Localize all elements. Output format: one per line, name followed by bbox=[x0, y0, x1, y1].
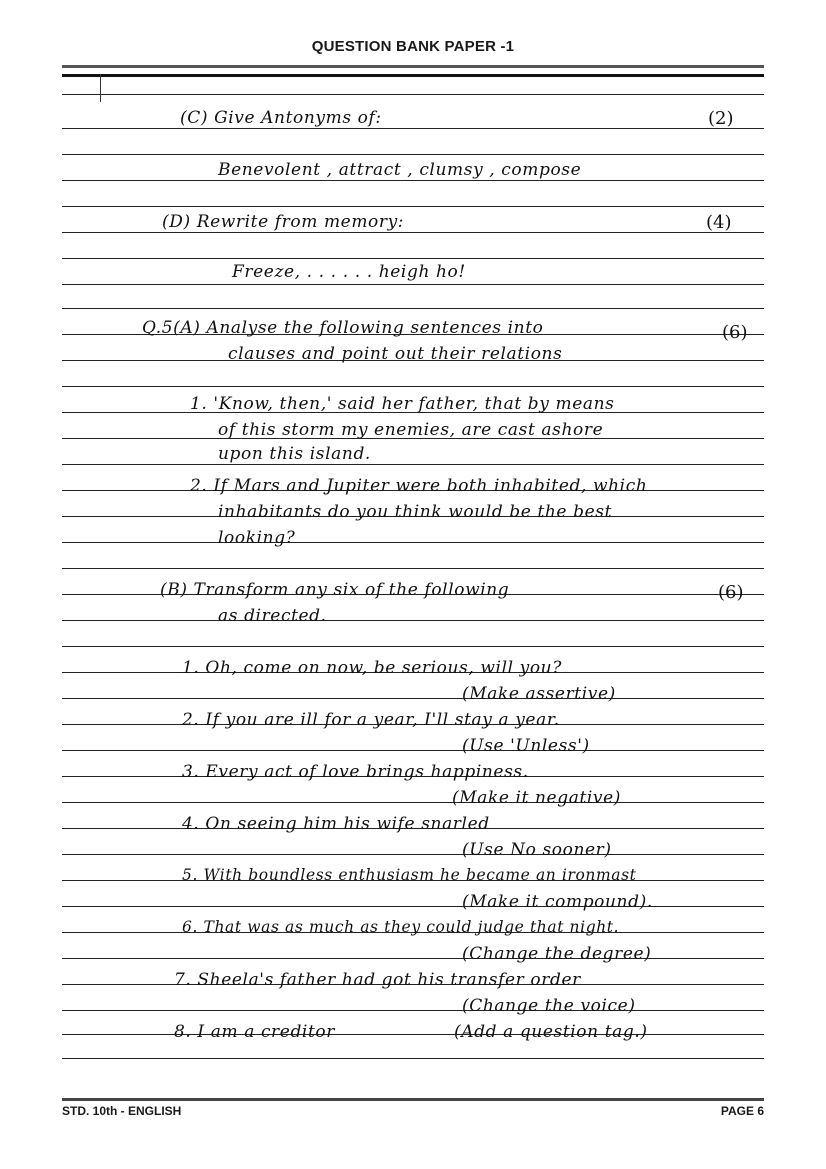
section-c-words: Benevolent , attract , clumsy , compose bbox=[218, 160, 582, 180]
ruled-line bbox=[62, 1034, 764, 1035]
q5a-label-line1: Q.5(A) Analyse the following sentences into bbox=[142, 318, 544, 338]
margin-line bbox=[100, 74, 101, 102]
q5a-item2-line2: inhabitants do you think would be the best bbox=[218, 502, 612, 522]
q5b-item2-instruction: (Use 'Unless') bbox=[462, 736, 590, 756]
q5b-item7-instruction: (Change the voice) bbox=[462, 996, 636, 1016]
handwritten-ruled-page bbox=[62, 72, 764, 1062]
q5b-item2-sentence: 2. If you are ill for a year, I'll stay a year. bbox=[182, 710, 560, 730]
q5b-item7-sentence: 7. Sheela's father had got his transfer order bbox=[174, 970, 581, 990]
ruled-line bbox=[62, 750, 764, 751]
section-d-marks: (4) bbox=[706, 212, 732, 233]
q5b-item6-instruction: (Change the degree) bbox=[462, 944, 652, 964]
q5b-item3-sentence: 3. Every act of love brings happiness. bbox=[182, 762, 529, 782]
ruled-line bbox=[62, 542, 764, 543]
q5a-item1-line1: 1. 'Know, then,' said her father, that by means bbox=[190, 394, 615, 414]
ruled-line bbox=[62, 258, 764, 259]
ruled-line bbox=[62, 1010, 764, 1011]
header-divider bbox=[62, 65, 764, 68]
q5b-item4-instruction: (Use No sooner) bbox=[462, 840, 612, 860]
ruled-line bbox=[62, 620, 764, 621]
ruled-line bbox=[62, 906, 764, 907]
q5b-item8-instruction: (Add a question tag.) bbox=[454, 1022, 648, 1042]
footer-page-number: PAGE 6 bbox=[720, 1104, 764, 1118]
ruled-line bbox=[62, 284, 764, 285]
q5b-label-line2: as directed. bbox=[218, 606, 327, 626]
q5b-item6-sentence: 6. That was as much as they could judge that night. bbox=[182, 918, 620, 936]
ruled-line bbox=[62, 154, 764, 155]
ruled-line bbox=[62, 74, 764, 77]
ruled-line bbox=[62, 854, 764, 855]
section-d-text: Freeze, . . . . . . heigh ho! bbox=[232, 262, 466, 282]
ruled-line bbox=[62, 802, 764, 803]
q5b-item5-instruction: (Make it compound). bbox=[462, 892, 653, 912]
ruled-line bbox=[62, 698, 764, 699]
ruled-line bbox=[62, 128, 764, 129]
ruled-line bbox=[62, 308, 764, 309]
q5b-item8-sentence: 8. I am a creditor bbox=[174, 1022, 335, 1042]
footer-divider bbox=[62, 1098, 764, 1101]
q5b-item4-sentence: 4. On seeing him his wife snarled bbox=[182, 814, 490, 834]
ruled-line bbox=[62, 386, 764, 387]
q5a-item2-line3: looking? bbox=[218, 528, 296, 548]
section-c-label: (C) Give Antonyms of: bbox=[180, 108, 382, 128]
ruled-line bbox=[62, 646, 764, 647]
footer-subject: STD. 10th - ENGLISH bbox=[62, 1104, 182, 1118]
ruled-line bbox=[62, 464, 764, 465]
ruled-line bbox=[62, 232, 764, 233]
q5b-label-line1: (B) Transform any six of the following bbox=[160, 580, 510, 600]
section-d-label: (D) Rewrite from memory: bbox=[162, 212, 405, 232]
q5a-marks: (6) bbox=[722, 322, 748, 343]
q5a-label-line2: clauses and point out their relations bbox=[228, 344, 563, 364]
q5b-item1-sentence: 1. Oh, come on now, be serious, will you? bbox=[182, 658, 562, 678]
ruled-line bbox=[62, 206, 764, 207]
q5b-marks: (6) bbox=[718, 582, 744, 603]
q5a-item1-line3: upon this island. bbox=[218, 444, 371, 464]
ruled-line bbox=[62, 568, 764, 569]
q5a-item2-line1: 2. If Mars and Jupiter were both inhabited, which bbox=[190, 476, 648, 496]
ruled-line bbox=[62, 1058, 764, 1059]
section-c-marks: (2) bbox=[708, 108, 734, 129]
q5a-item1-line2: of this storm my enemies, are cast ashore bbox=[218, 420, 604, 440]
q5b-item3-instruction: (Make it negative) bbox=[452, 788, 622, 808]
q5b-item5-sentence: 5. With boundless enthusiasm he became an ironmast bbox=[182, 866, 637, 884]
q5b-item1-instruction: (Make assertive) bbox=[462, 684, 616, 704]
ruled-line bbox=[62, 958, 764, 959]
page-header-title: QUESTION BANK PAPER -1 bbox=[311, 38, 515, 55]
ruled-line bbox=[62, 180, 764, 181]
ruled-line bbox=[62, 94, 764, 95]
